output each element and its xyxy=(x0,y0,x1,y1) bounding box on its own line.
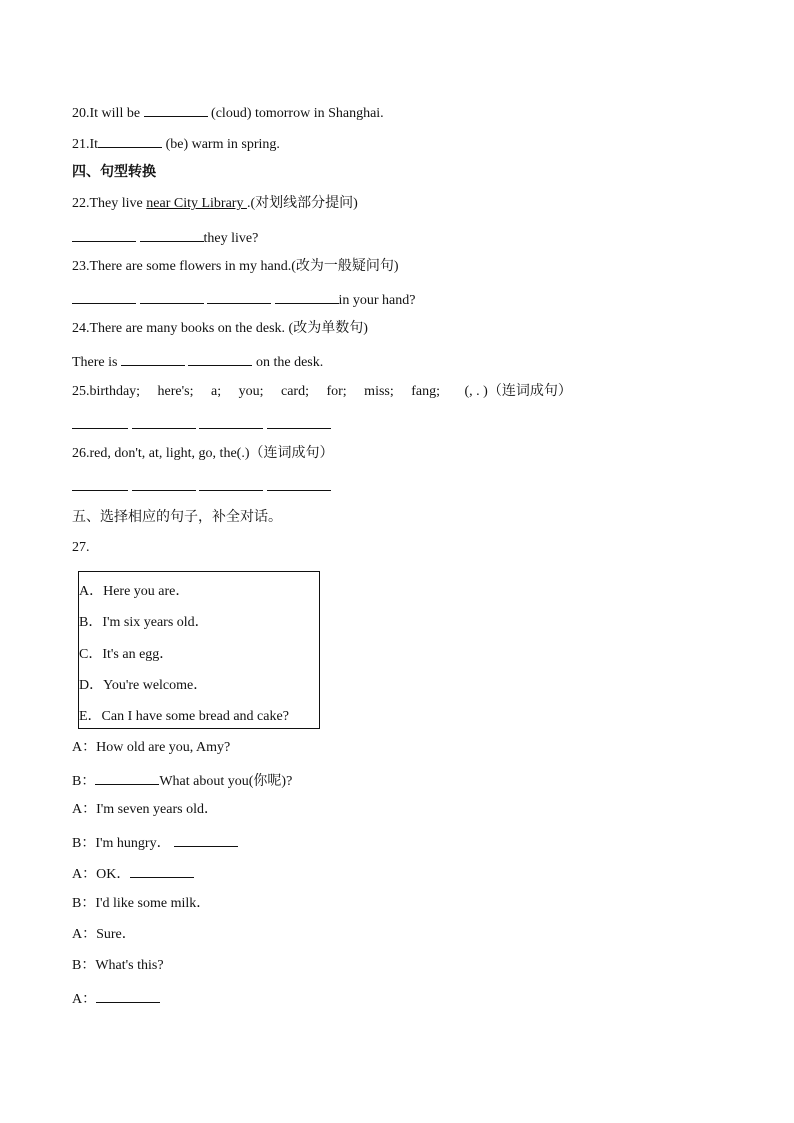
q21-blank[interactable] xyxy=(98,133,162,148)
question-24: 24.There are many books on the desk. (改为单数句) xyxy=(72,321,368,336)
dialogue-line-8: B：What's this? xyxy=(72,958,164,973)
dialogue-line-5-text: A：OK． xyxy=(72,867,131,882)
answer-blank[interactable] xyxy=(132,476,196,491)
q22-answer-line xyxy=(72,227,258,248)
dialogue-line-6: B：I'd like some milk． xyxy=(72,896,211,911)
q21-suffix: (be) warm in spring. xyxy=(162,137,280,152)
q21-prefix: 21.It xyxy=(72,137,99,152)
answer-blank[interactable] xyxy=(199,476,263,491)
answer-blank[interactable] xyxy=(72,289,136,304)
question-20 xyxy=(72,102,384,123)
section-5-title: 五、选择相应的句子，补全对话。 xyxy=(72,509,282,525)
dialogue-line-7: A：Sure． xyxy=(72,927,136,942)
dialogue-blank-2[interactable] xyxy=(174,832,238,847)
option-b: B．I'm six years old． xyxy=(79,615,209,630)
dialogue-line-3: A：I'm seven years old． xyxy=(72,802,218,817)
question-23: 23.There are some flowers in my hand.(改为一般疑问句) xyxy=(72,259,399,274)
dialogue-blank-1[interactable] xyxy=(95,770,159,785)
dialogue-line-4-text: B：I'm hungry． xyxy=(72,836,171,851)
dialogue-line-1: A：How old are you, Amy? xyxy=(72,740,231,755)
answer-blank[interactable] xyxy=(207,289,271,304)
answer-blank[interactable] xyxy=(275,289,339,304)
option-e: E．Can I have some bread and cake? xyxy=(79,709,289,724)
q20-prefix: 20.It will be xyxy=(72,106,144,121)
answer-blank[interactable] xyxy=(121,351,185,366)
option-d: D．You're welcome． xyxy=(79,678,208,693)
answer-blank[interactable] xyxy=(132,414,196,429)
options-box xyxy=(78,571,320,729)
answer-blank[interactable] xyxy=(188,351,252,366)
q24-answer-head: There is xyxy=(72,355,121,370)
answer-blank[interactable] xyxy=(140,289,204,304)
question-21 xyxy=(72,133,280,154)
q24-answer-line xyxy=(72,351,323,372)
dialogue-blank-4[interactable] xyxy=(96,988,160,1003)
q23-answer-tail: in your hand? xyxy=(338,293,416,308)
dialogue-line-4 xyxy=(72,832,238,853)
answer-blank[interactable] xyxy=(72,227,136,242)
dialogue-line-9 xyxy=(72,988,160,1009)
dialogue-line-5 xyxy=(72,863,194,884)
q23-answer-line xyxy=(72,289,415,310)
q26-answer-line xyxy=(72,476,331,497)
question-25: 25.birthday; here's; a; you; card; for; miss; fang; (, . )（连词成句） xyxy=(72,384,572,399)
option-c: C．It's an egg． xyxy=(79,647,174,662)
question-22 xyxy=(72,195,358,213)
dialogue-blank-3[interactable] xyxy=(130,863,194,878)
q20-suffix: (cloud) tomorrow in Shanghai. xyxy=(207,106,384,121)
answer-blank[interactable] xyxy=(72,476,128,491)
q24-answer-tail: on the desk. xyxy=(252,355,324,370)
answer-blank[interactable] xyxy=(72,414,128,429)
answer-blank[interactable] xyxy=(140,227,204,242)
speaker-b: B： xyxy=(72,774,96,789)
question-27-label: 27. xyxy=(72,540,90,555)
answer-blank[interactable] xyxy=(267,414,331,429)
q25-answer-line xyxy=(72,414,331,435)
q22-prefix: 22.They live xyxy=(72,196,147,211)
dialogue-line-2-tail: What about you(你呢)? xyxy=(159,774,293,789)
dialogue-line-2 xyxy=(72,770,292,791)
section-4-title: 四、句型转换 xyxy=(72,164,156,180)
q22-underlined-phrase: near City Library xyxy=(146,196,247,211)
answer-blank[interactable] xyxy=(267,476,331,491)
option-a: A．Here you are． xyxy=(79,584,190,599)
q20-blank[interactable] xyxy=(144,102,208,117)
speaker-a: A： xyxy=(72,992,97,1007)
question-26: 26.red, don't, at, light, go, the(.)（连词成句） xyxy=(72,446,334,461)
answer-blank[interactable] xyxy=(199,414,263,429)
q22-instruction: .(对划线部分提问) xyxy=(246,196,358,211)
q22-answer-tail: they live? xyxy=(203,231,259,246)
